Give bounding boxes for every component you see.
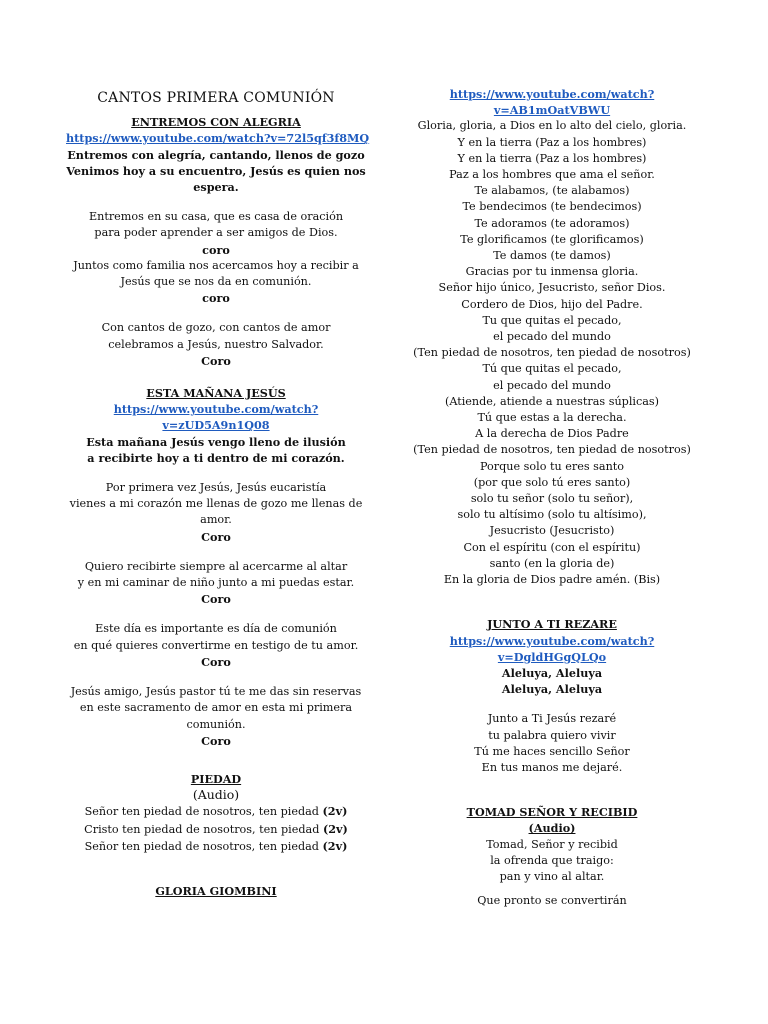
coro-marker: Coro [201,353,231,368]
coro-marker: coro [202,242,230,257]
song-gloria-heading [66,883,366,899]
verse-line: para poder aprender a ser amigos de Dios. [94,226,338,240]
verse-line: Tomad, Señor y recibid [486,837,618,851]
right-column [404,86,700,909]
coro-marker: Coro [201,529,231,544]
youtube-link-cont[interactable]: v=zUD5A9n1Q08 [162,418,270,433]
youtube-link[interactable]: https://www.youtube.com/watch?v=72l5qf3f8MQ [66,131,370,146]
verse-line: Quiero recibirte siempre al acercarme al altar [84,559,348,573]
piedad-line: Cristo ten piedad de nosotros, ten piedad (2v) [84,821,348,836]
song-title: TOMAD SEÑOR Y RECIBID [466,805,638,820]
verse-line: y en mi caminar de niño junto a mi puedas estar. [77,576,355,590]
verse-line: Este día es importante es día de comunión [95,622,337,636]
song-title: GLORIA GIOMBINI [155,883,277,898]
song-title: PIEDAD [190,771,242,786]
youtube-link[interactable]: https://www.youtube.com/watch? [113,402,319,417]
chorus-line: Aleluya, Aleluya [501,665,603,680]
gloria-lyrics [404,118,700,588]
verse-line: pan y vino al altar. [499,869,605,883]
gloria-line: Tú que quitas el pecado, [482,362,622,376]
chorus-line: a recibirte hoy a ti dentro de mi corazón. [87,450,345,465]
verse-line: Tú me haces sencillo Señor [474,744,630,758]
verse-line: En tus manos me dejaré. [481,760,623,774]
gloria-line: Tu que quitas el pecado, [482,313,622,327]
gloria-line: (Ten piedad de nosotros, ten piedad de nosotros) [413,346,691,360]
song-tomad [404,804,700,909]
gloria-line: Te adoramos (te adoramos) [474,216,630,230]
gloria-line: Paz a los hombres que ama el señor. [449,168,655,182]
gloria-line: Te damos (te damos) [493,249,611,263]
youtube-link[interactable]: https://www.youtube.com/watch? [449,87,655,101]
verse-line: Que pronto se convertirán [477,894,627,908]
verse-line: en qué quieres convertirme en testigo de tu amor. [73,638,359,652]
piedad-line: Señor ten piedad de nosotros, ten piedad (2v) [84,804,348,819]
song-gloria [404,86,700,588]
youtube-link-cont[interactable]: v=AB1mOatVBWU [493,103,611,118]
song-piedad [66,771,366,855]
gloria-line: Gracias por tu inmensa gloria. [465,265,639,279]
song-title: ESTA MAÑANA JESÚS [146,386,286,401]
youtube-link-cont[interactable]: v=DgldHGgQLQo [497,649,607,664]
gloria-line: Con el espíritu (con el espíritu) [463,540,641,554]
piedad-line: Señor ten piedad de nosotros, ten piedad (2v) [84,838,348,853]
gloria-line: A la derecha de Dios Padre [475,427,629,441]
chorus-line: Venimos hoy a su encuentro, Jesús es quien nos espera. [66,163,366,195]
verse-line: en este sacramento de amor en esta mi primera comunión. [79,701,353,731]
gloria-line: (Atiende, atiende a nuestras súplicas) [444,394,660,408]
gloria-line: el pecado del mundo [493,330,611,344]
gloria-line: Y en la tierra (Paz a los hombres) [457,151,647,165]
gloria-line: Y en la tierra (Paz a los hombres) [457,135,647,149]
chorus-line: Esta mañana Jesús vengo lleno de ilusión [86,434,346,449]
gloria-line: el pecado del mundo [493,378,611,392]
verse-line: vienes a mi corazón me llenas de gozo me llenas de amor. [69,497,363,527]
gloria-line: Cordero de Dios, hijo del Padre. [461,297,643,311]
audio-link[interactable]: (Audio) [528,821,576,836]
verse-line: Con cantos de gozo, con cantos de amor [101,321,331,335]
verse-line: Jesús amigo, Jesús pastor tú te me das sin reservas [70,685,362,699]
document-title: CANTOS PRIMERA COMUNIÓN [97,90,335,106]
coro-marker: Coro [201,733,231,748]
song-junto [404,616,700,776]
gloria-line: Te alabamos, (te alabamos) [474,184,630,198]
audio-link[interactable]: (Audio) [192,787,240,803]
gloria-line: santo (en la gloria de) [489,556,615,570]
song-title: JUNTO A TI REZARE [487,617,617,632]
gloria-line: (Ten piedad de nosotros, ten piedad de nosotros) [413,443,691,457]
gloria-line: Jesucristo (Jesucristo) [489,524,615,538]
gloria-line: Porque solo tu eres santo [479,459,625,473]
verse-line: Juntos como familia nos acercamos hoy a recibir a [73,258,359,272]
song-entremos [66,114,370,369]
verse-line: Junto a Ti Jesús rezaré [487,712,617,726]
left-column [66,86,370,899]
gloria-line: Gloria, gloria, a Dios en lo alto del cielo, gloria. [417,119,687,133]
verse-line: la ofrenda que traigo: [490,853,614,867]
verse-line: Por primera vez Jesús, Jesús eucaristía [105,481,327,495]
song-esta-manana [66,385,366,749]
gloria-line: Te bendecimos (te bendecimos) [462,200,642,214]
gloria-line: Señor hijo único, Jesucristo, señor Dios. [438,281,666,295]
verse-line: Jesús que se nos da en comunión. [120,275,312,289]
gloria-line: solo tu señor (solo tu señor), [470,492,634,506]
gloria-line: Te glorificamos (te glorificamos) [460,232,644,246]
verse-line: Entremos en su casa, que es casa de oración [88,210,344,224]
chorus-line: Aleluya, Aleluya [501,682,603,697]
coro-marker: Coro [201,592,231,607]
song-title: ENTREMOS CON ALEGRIA [131,115,301,130]
gloria-line: solo tu altísimo (solo tu altísimo), [457,508,647,522]
gloria-line: En la gloria de Dios padre amén. (Bis) [443,573,661,587]
verse-line: celebramos a Jesús, nuestro Salvador. [108,337,324,351]
coro-marker: Coro [201,654,231,669]
chorus-line: Entremos con alegría, cantando, llenos de gozo [67,147,365,162]
youtube-link[interactable]: https://www.youtube.com/watch? [449,633,655,648]
verse-line: tu palabra quiero vivir [488,728,616,742]
gloria-line: (por que solo tú eres santo) [473,475,631,489]
coro-marker: coro [202,291,230,306]
gloria-line: Tú que estas a la derecha. [477,411,627,425]
